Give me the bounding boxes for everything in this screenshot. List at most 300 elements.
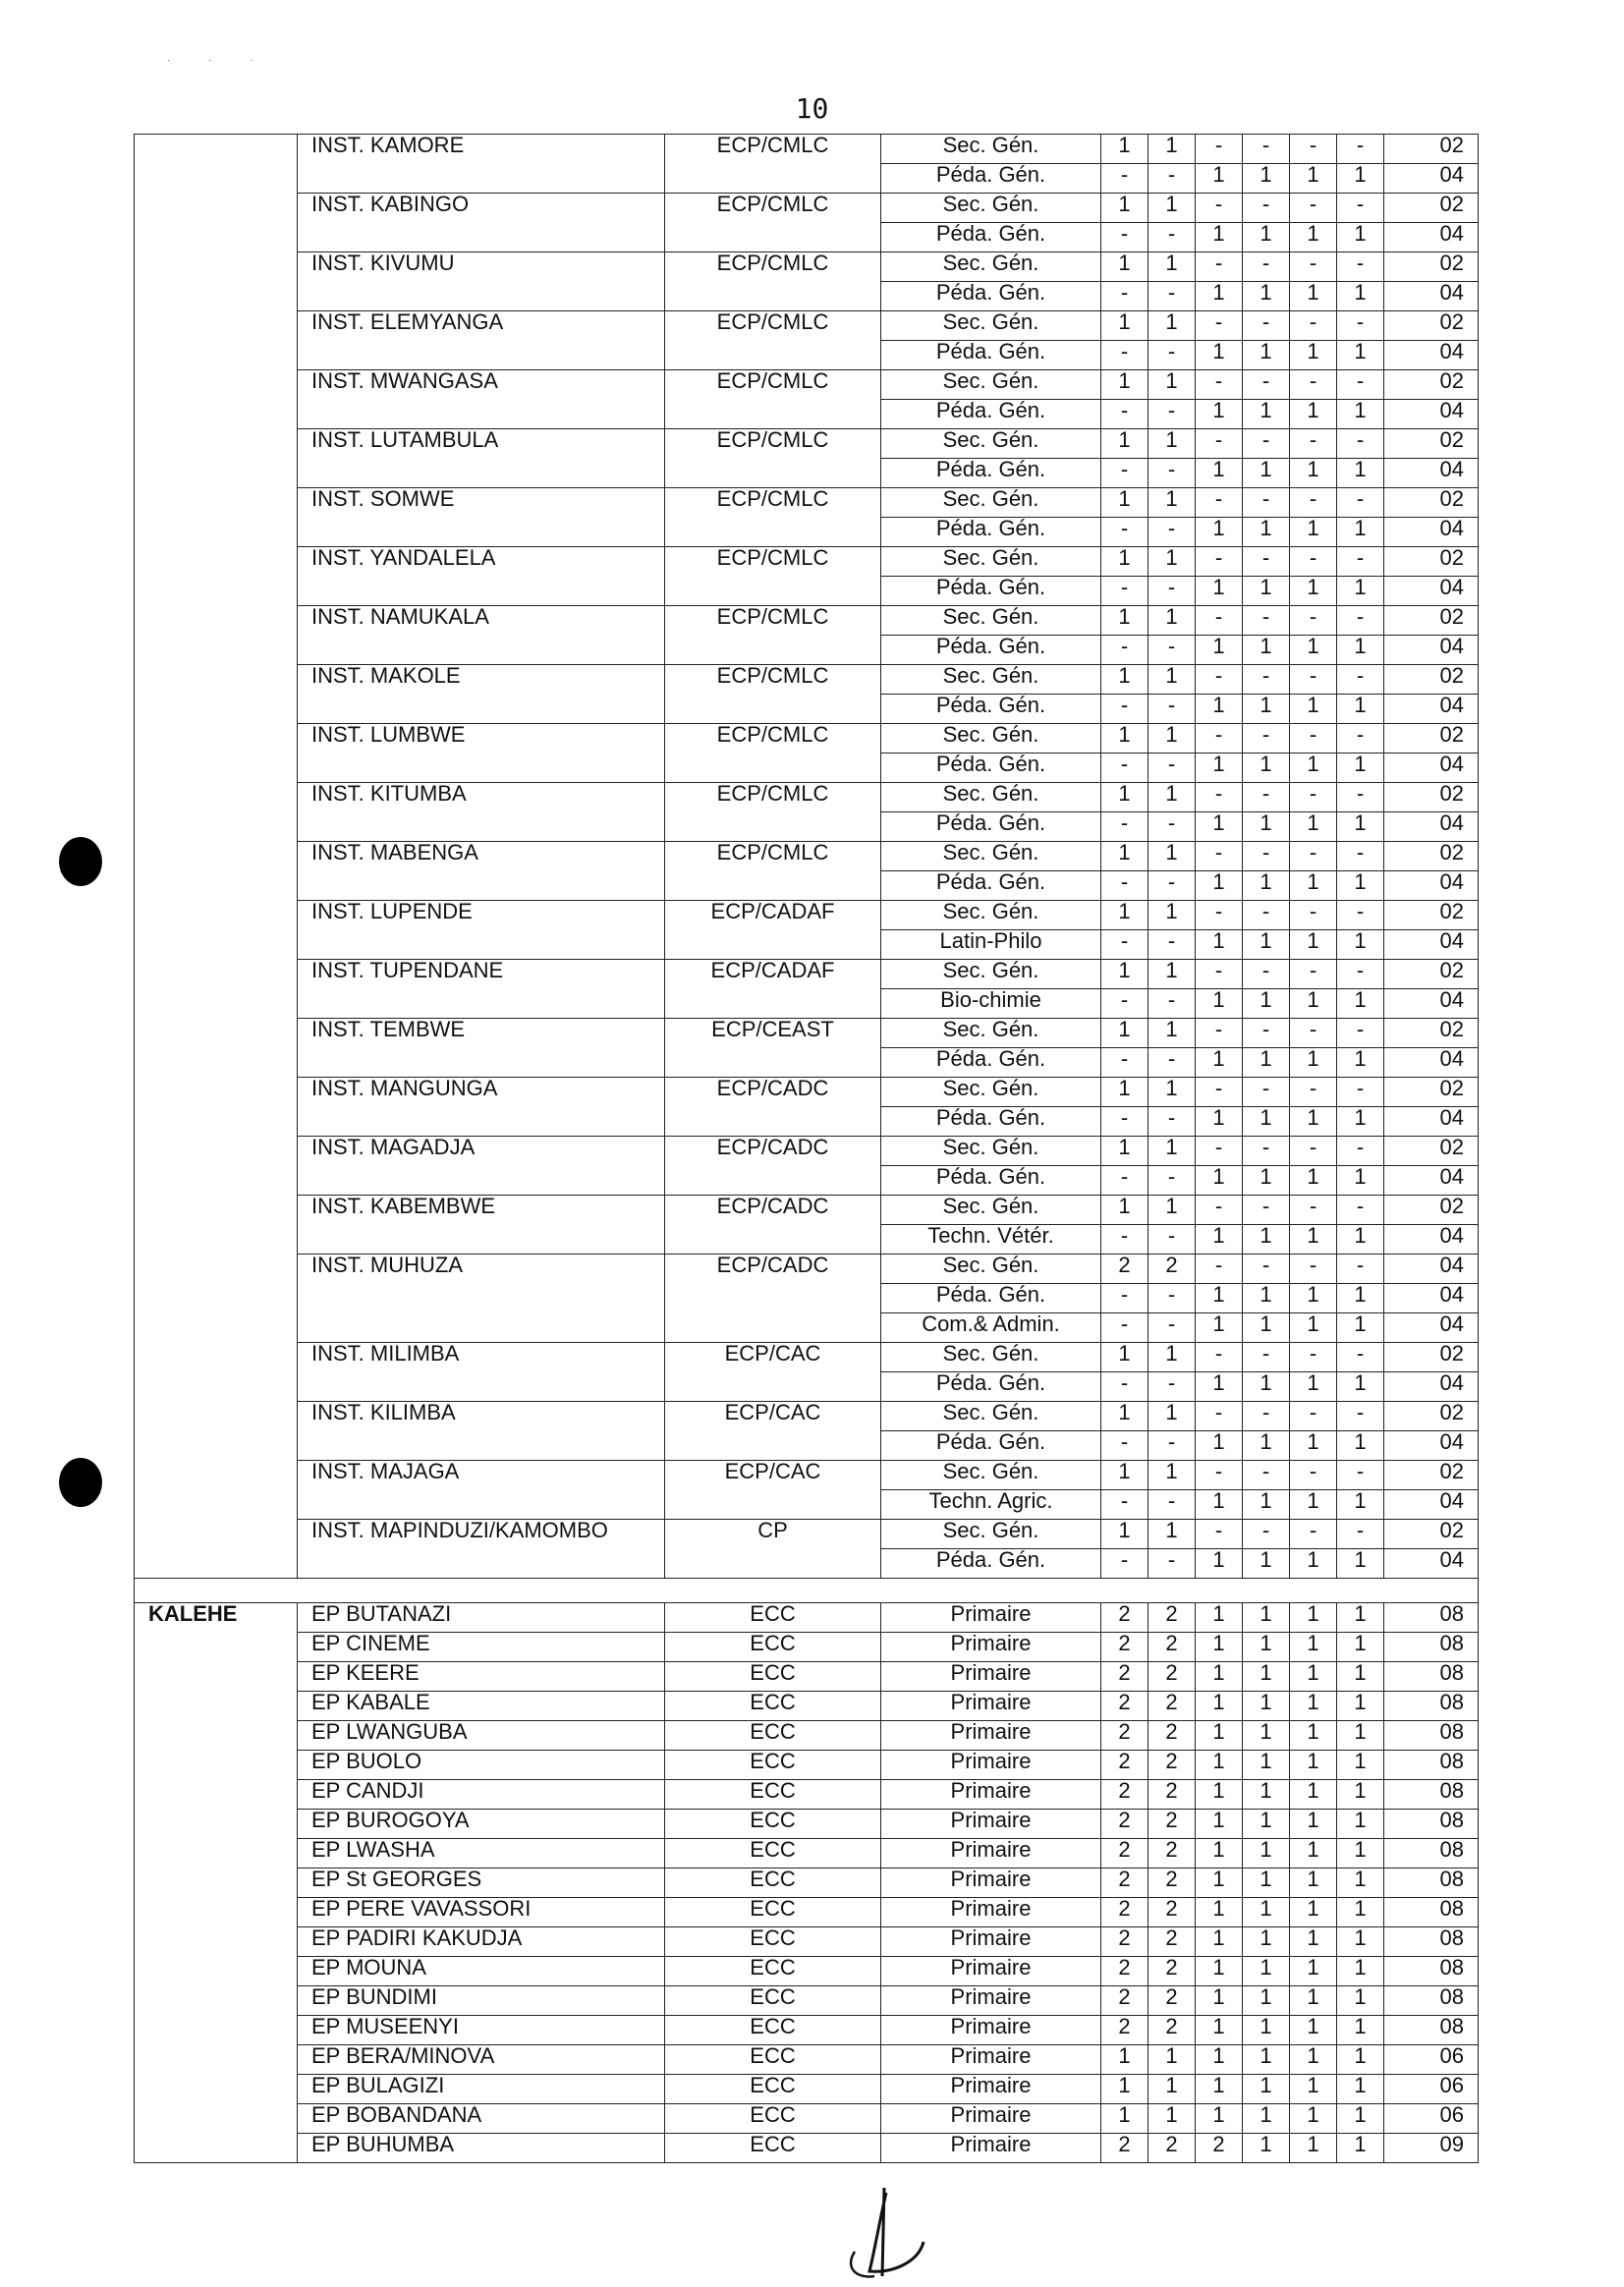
total-cell: 08 — [1384, 1662, 1479, 1692]
count-cell: 2 — [1101, 1780, 1148, 1810]
count-cell: 1 — [1243, 1692, 1290, 1721]
table-row — [135, 1284, 1479, 1313]
network-cell — [665, 1313, 881, 1343]
count-cell: 1 — [1196, 871, 1243, 901]
territory-cell — [135, 2045, 298, 2075]
count-cell: 1 — [1290, 1048, 1337, 1078]
option-cell: Péda. Gén. — [881, 341, 1101, 370]
territory-cell — [135, 1402, 298, 1431]
total-cell: 04 — [1384, 1048, 1479, 1078]
count-cell: 1 — [1290, 1986, 1337, 2016]
total-cell: 04 — [1384, 400, 1479, 429]
count-cell: - — [1148, 989, 1196, 1019]
count-cell: - — [1290, 665, 1337, 695]
table-row — [135, 1780, 1479, 1810]
network-cell — [665, 1166, 881, 1196]
total-cell: 04 — [1384, 636, 1479, 665]
count-cell: - — [1337, 665, 1384, 695]
count-cell: - — [1337, 547, 1384, 577]
count-cell: 1 — [1290, 577, 1337, 606]
table-row — [135, 930, 1479, 960]
count-cell: 1 — [1101, 842, 1148, 871]
total-cell: 04 — [1384, 812, 1479, 842]
count-cell: 1 — [1243, 577, 1290, 606]
network-cell: ECC — [665, 2104, 881, 2134]
total-cell: 08 — [1384, 1692, 1479, 1721]
option-cell: Péda. Gén. — [881, 1107, 1101, 1137]
count-cell: - — [1290, 783, 1337, 812]
count-cell: 1 — [1148, 547, 1196, 577]
count-cell: 1 — [1196, 1225, 1243, 1255]
count-cell: - — [1290, 1255, 1337, 1284]
school-name-cell: INST. KITUMBA — [298, 783, 665, 812]
total-cell: 06 — [1384, 2045, 1479, 2075]
table-row — [135, 1751, 1479, 1780]
school-name-cell: EP BUOLO — [298, 1751, 665, 1780]
count-cell: 1 — [1337, 1869, 1384, 1898]
network-cell — [665, 282, 881, 311]
school-name-cell — [298, 223, 665, 252]
territory-cell — [135, 2104, 298, 2134]
territory-cell — [135, 577, 298, 606]
count-cell: - — [1290, 252, 1337, 282]
count-cell: 1 — [1101, 1402, 1148, 1431]
count-cell: 1 — [1148, 901, 1196, 930]
option-cell: Péda. Gén. — [881, 695, 1101, 724]
option-cell: Sec. Gén. — [881, 842, 1101, 871]
territory-cell — [135, 1957, 298, 1986]
count-cell: 1 — [1196, 1107, 1243, 1137]
total-cell: 02 — [1384, 429, 1479, 459]
school-name-cell — [298, 1048, 665, 1078]
total-cell: 08 — [1384, 1633, 1479, 1662]
count-cell: 1 — [1196, 400, 1243, 429]
count-cell: - — [1243, 665, 1290, 695]
count-cell: 1 — [1337, 1662, 1384, 1692]
network-cell: ECP/CMLC — [665, 252, 881, 282]
school-name-cell: EP KEERE — [298, 1662, 665, 1692]
count-cell: 1 — [1337, 1721, 1384, 1751]
table-row — [135, 901, 1479, 930]
count-cell: 2 — [1101, 1721, 1148, 1751]
network-cell — [665, 1107, 881, 1137]
territory-cell — [135, 1839, 298, 1869]
count-cell: 1 — [1101, 1137, 1148, 1166]
count-cell: - — [1337, 311, 1384, 341]
count-cell: - — [1337, 194, 1384, 223]
table-row — [135, 1461, 1479, 1490]
school-name-cell: EP BERA/MINOVA — [298, 2045, 665, 2075]
count-cell: 1 — [1148, 1078, 1196, 1107]
count-cell: 1 — [1337, 164, 1384, 194]
network-cell: ECC — [665, 1780, 881, 1810]
count-cell: - — [1148, 1284, 1196, 1313]
count-cell: - — [1148, 341, 1196, 370]
count-cell: 1 — [1243, 812, 1290, 842]
table-row — [135, 1549, 1479, 1579]
count-cell: 1 — [1101, 429, 1148, 459]
territory-cell — [135, 1343, 298, 1372]
count-cell: 1 — [1243, 1549, 1290, 1579]
total-cell: 02 — [1384, 1078, 1479, 1107]
territory-cell — [135, 901, 298, 930]
network-cell — [665, 577, 881, 606]
option-cell: Primaire — [881, 2104, 1101, 2134]
network-cell — [665, 223, 881, 252]
territory-cell — [135, 1431, 298, 1461]
count-cell: 1 — [1148, 370, 1196, 400]
table-row — [135, 577, 1479, 606]
count-cell: - — [1196, 429, 1243, 459]
count-cell: 1 — [1337, 1225, 1384, 1255]
count-cell: 1 — [1243, 2045, 1290, 2075]
count-cell: - — [1196, 1019, 1243, 1048]
count-cell: 1 — [1196, 1869, 1243, 1898]
count-cell: 1 — [1148, 783, 1196, 812]
count-cell: 2 — [1148, 1751, 1196, 1780]
count-cell: - — [1337, 135, 1384, 164]
count-cell: - — [1101, 1048, 1148, 1078]
total-cell: 08 — [1384, 1898, 1479, 1927]
territory-cell — [135, 753, 298, 783]
count-cell: 1 — [1101, 724, 1148, 753]
count-cell: - — [1196, 665, 1243, 695]
table-row — [135, 1166, 1479, 1196]
option-cell: Bio-chimie — [881, 989, 1101, 1019]
count-cell: 1 — [1196, 1166, 1243, 1196]
territory-cell — [135, 1927, 298, 1957]
count-cell: 1 — [1196, 1751, 1243, 1780]
option-cell: Sec. Gén. — [881, 606, 1101, 636]
handwritten-signature — [825, 2183, 943, 2281]
table-row — [135, 636, 1479, 665]
count-cell: 2 — [1196, 2134, 1243, 2163]
count-cell: 1 — [1337, 1780, 1384, 1810]
count-cell: - — [1148, 577, 1196, 606]
count-cell: 1 — [1243, 1048, 1290, 1078]
network-cell — [665, 812, 881, 842]
count-cell: 1 — [1243, 164, 1290, 194]
count-cell: 1 — [1290, 2134, 1337, 2163]
count-cell: 2 — [1101, 1839, 1148, 1869]
option-cell: Péda. Gén. — [881, 636, 1101, 665]
count-cell: - — [1148, 1549, 1196, 1579]
count-cell: 1 — [1290, 753, 1337, 783]
count-cell: 1 — [1101, 311, 1148, 341]
option-cell: Péda. Gén. — [881, 1431, 1101, 1461]
option-cell: Péda. Gén. — [881, 282, 1101, 311]
table-row — [135, 1520, 1479, 1549]
network-cell: ECP/CMLC — [665, 783, 881, 812]
table-row — [135, 518, 1479, 547]
count-cell: 1 — [1148, 1520, 1196, 1549]
count-cell: 1 — [1243, 1898, 1290, 1927]
count-cell: 1 — [1148, 135, 1196, 164]
count-cell: 1 — [1148, 429, 1196, 459]
table-row — [135, 459, 1479, 488]
count-cell: - — [1290, 724, 1337, 753]
school-name-cell: INST. MAGADJA — [298, 1137, 665, 1166]
count-cell: 1 — [1243, 871, 1290, 901]
table-row — [135, 282, 1479, 311]
count-cell: 1 — [1101, 960, 1148, 989]
count-cell: - — [1196, 1402, 1243, 1431]
count-cell: 2 — [1101, 1633, 1148, 1662]
territory-cell — [135, 989, 298, 1019]
total-cell: 04 — [1384, 341, 1479, 370]
count-cell: 1 — [1196, 1603, 1243, 1633]
count-cell: 1 — [1337, 1751, 1384, 1780]
count-cell: - — [1243, 901, 1290, 930]
territory-cell — [135, 282, 298, 311]
section-spacer-row — [135, 1579, 1479, 1603]
table-row — [135, 665, 1479, 695]
school-name-cell: EP BUTANAZI — [298, 1603, 665, 1633]
count-cell: - — [1101, 1166, 1148, 1196]
total-cell: 02 — [1384, 194, 1479, 223]
count-cell: - — [1196, 135, 1243, 164]
option-cell: Péda. Gén. — [881, 871, 1101, 901]
table-row — [135, 194, 1479, 223]
school-name-cell: EP BULAGIZI — [298, 2075, 665, 2104]
option-cell: Primaire — [881, 1869, 1101, 1898]
table-row — [135, 547, 1479, 577]
count-cell: 2 — [1101, 1957, 1148, 1986]
school-name-cell: EP BOBANDANA — [298, 2104, 665, 2134]
network-cell: ECC — [665, 1721, 881, 1751]
count-cell: 1 — [1196, 282, 1243, 311]
network-cell — [665, 1284, 881, 1313]
count-cell: 2 — [1148, 1898, 1196, 1927]
spacer-cell — [135, 1579, 1479, 1603]
territory-cell — [135, 1196, 298, 1225]
count-cell: - — [1290, 135, 1337, 164]
total-cell: 04 — [1384, 223, 1479, 252]
table-row — [135, 606, 1479, 636]
school-name-cell: INST. MILIMBA — [298, 1343, 665, 1372]
count-cell: 1 — [1290, 1810, 1337, 1839]
count-cell: - — [1148, 1313, 1196, 1343]
count-cell: 1 — [1337, 2045, 1384, 2075]
count-cell: 1 — [1196, 1898, 1243, 1927]
count-cell: - — [1337, 1255, 1384, 1284]
option-cell: Sec. Gén. — [881, 1078, 1101, 1107]
territory-cell — [135, 1662, 298, 1692]
count-cell: - — [1290, 842, 1337, 871]
table-row — [135, 223, 1479, 252]
territory-cell — [135, 311, 298, 341]
territory-cell — [135, 223, 298, 252]
network-cell: ECC — [665, 2045, 881, 2075]
count-cell: 1 — [1337, 871, 1384, 901]
network-cell — [665, 164, 881, 194]
count-cell: 1 — [1337, 1431, 1384, 1461]
count-cell: 1 — [1337, 223, 1384, 252]
option-cell: Sec. Gén. — [881, 665, 1101, 695]
total-cell: 08 — [1384, 1869, 1479, 1898]
count-cell: 1 — [1196, 2045, 1243, 2075]
count-cell: 1 — [1101, 2104, 1148, 2134]
count-cell: 2 — [1148, 1927, 1196, 1957]
count-cell: 1 — [1148, 1196, 1196, 1225]
territory-cell — [135, 1692, 298, 1721]
network-cell: ECP/CADC — [665, 1196, 881, 1225]
count-cell: - — [1243, 1078, 1290, 1107]
count-cell: 1 — [1290, 1603, 1337, 1633]
network-cell: ECP/CMLC — [665, 724, 881, 753]
total-cell: 08 — [1384, 1839, 1479, 1869]
count-cell: - — [1243, 135, 1290, 164]
count-cell: - — [1101, 1490, 1148, 1520]
school-name-cell — [298, 282, 665, 311]
count-cell: 2 — [1101, 2134, 1148, 2163]
option-cell: Sec. Gén. — [881, 488, 1101, 518]
territory-cell — [135, 400, 298, 429]
school-name-cell: INST. KILIMBA — [298, 1402, 665, 1431]
total-cell: 04 — [1384, 1255, 1479, 1284]
option-cell: Sec. Gén. — [881, 547, 1101, 577]
count-cell: 1 — [1196, 930, 1243, 960]
territory-cell — [135, 665, 298, 695]
total-cell: 04 — [1384, 164, 1479, 194]
count-cell: 1 — [1196, 1721, 1243, 1751]
count-cell: 1 — [1290, 2045, 1337, 2075]
table-row — [135, 1839, 1479, 1869]
count-cell: - — [1148, 459, 1196, 488]
count-cell: 1 — [1337, 1633, 1384, 1662]
total-cell: 04 — [1384, 1549, 1479, 1579]
table-row — [135, 488, 1479, 518]
count-cell: 1 — [1290, 1839, 1337, 1869]
option-cell: Primaire — [881, 1780, 1101, 1810]
count-cell: 1 — [1243, 1780, 1290, 1810]
count-cell: 1 — [1290, 1721, 1337, 1751]
table-row — [135, 812, 1479, 842]
count-cell: 1 — [1243, 1431, 1290, 1461]
count-cell: - — [1196, 370, 1243, 400]
table-row — [135, 1019, 1479, 1048]
option-cell: Primaire — [881, 1633, 1101, 1662]
count-cell: 1 — [1101, 783, 1148, 812]
count-cell: 2 — [1101, 1603, 1148, 1633]
network-cell: ECC — [665, 1662, 881, 1692]
table-row — [135, 842, 1479, 871]
count-cell: 1 — [1243, 1633, 1290, 1662]
count-cell: - — [1101, 989, 1148, 1019]
territory-cell — [135, 429, 298, 459]
count-cell: 1 — [1196, 1284, 1243, 1313]
network-cell: ECP/CMLC — [665, 311, 881, 341]
option-cell: Primaire — [881, 2016, 1101, 2045]
school-name-cell: INST. TEMBWE — [298, 1019, 665, 1048]
count-cell: - — [1243, 1343, 1290, 1372]
territory-cell — [135, 1019, 298, 1048]
count-cell: - — [1290, 901, 1337, 930]
network-cell: ECC — [665, 1603, 881, 1633]
network-cell — [665, 636, 881, 665]
total-cell: 02 — [1384, 901, 1479, 930]
count-cell: 1 — [1148, 842, 1196, 871]
table-row — [135, 2016, 1479, 2045]
count-cell: 1 — [1337, 459, 1384, 488]
total-cell: 08 — [1384, 1810, 1479, 1839]
count-cell: - — [1196, 901, 1243, 930]
count-cell: - — [1101, 695, 1148, 724]
table-row — [135, 1196, 1479, 1225]
count-cell: 1 — [1290, 1780, 1337, 1810]
territory-cell — [135, 783, 298, 812]
option-cell: Péda. Gén. — [881, 812, 1101, 842]
option-cell: Péda. Gén. — [881, 1284, 1101, 1313]
table-row — [135, 1869, 1479, 1898]
count-cell: 1 — [1290, 341, 1337, 370]
count-cell: 1 — [1243, 1603, 1290, 1633]
territory-cell — [135, 1313, 298, 1343]
total-cell: 09 — [1384, 2134, 1479, 2163]
total-cell: 04 — [1384, 930, 1479, 960]
schools-register-table — [134, 134, 1479, 2163]
network-cell: ECP/CADAF — [665, 901, 881, 930]
count-cell: - — [1337, 1137, 1384, 1166]
count-cell: 1 — [1337, 930, 1384, 960]
count-cell: 1 — [1243, 2134, 1290, 2163]
count-cell: 1 — [1337, 518, 1384, 547]
count-cell: - — [1196, 783, 1243, 812]
count-cell: - — [1290, 960, 1337, 989]
count-cell: 1 — [1337, 341, 1384, 370]
count-cell: 1 — [1101, 135, 1148, 164]
network-cell: ECP/CADC — [665, 1078, 881, 1107]
count-cell: 2 — [1101, 1898, 1148, 1927]
network-cell: ECP/CAC — [665, 1461, 881, 1490]
count-cell: - — [1243, 1019, 1290, 1048]
count-cell: - — [1196, 252, 1243, 282]
count-cell: 1 — [1290, 400, 1337, 429]
option-cell: Sec. Gén. — [881, 901, 1101, 930]
network-cell — [665, 1372, 881, 1402]
territory-cell — [135, 930, 298, 960]
school-name-cell: INST. LUTAMBULA — [298, 429, 665, 459]
count-cell: - — [1196, 842, 1243, 871]
count-cell: 1 — [1196, 1780, 1243, 1810]
count-cell: 1 — [1337, 2134, 1384, 2163]
option-cell: Primaire — [881, 1662, 1101, 1692]
punch-hole-top — [59, 837, 102, 886]
network-cell: ECP/CADAF — [665, 960, 881, 989]
count-cell: 2 — [1148, 1603, 1196, 1633]
count-cell: - — [1337, 488, 1384, 518]
network-cell: ECC — [665, 1898, 881, 1927]
total-cell: 06 — [1384, 2104, 1479, 2134]
count-cell: 1 — [1290, 1372, 1337, 1402]
count-cell: 2 — [1101, 1662, 1148, 1692]
count-cell: 1 — [1101, 194, 1148, 223]
count-cell: 1 — [1243, 1869, 1290, 1898]
total-cell: 04 — [1384, 1107, 1479, 1137]
option-cell: Péda. Gén. — [881, 459, 1101, 488]
total-cell: 02 — [1384, 370, 1479, 400]
school-name-cell: EP PERE VAVASSORI — [298, 1898, 665, 1927]
table-row — [135, 1633, 1479, 1662]
count-cell: 2 — [1101, 1869, 1148, 1898]
count-cell: 1 — [1148, 311, 1196, 341]
count-cell: - — [1148, 223, 1196, 252]
school-name-cell: INST. ELEMYANGA — [298, 311, 665, 341]
count-cell: - — [1337, 1402, 1384, 1431]
school-name-cell — [298, 1225, 665, 1255]
option-cell: Com.& Admin. — [881, 1313, 1101, 1343]
table-row — [135, 871, 1479, 901]
